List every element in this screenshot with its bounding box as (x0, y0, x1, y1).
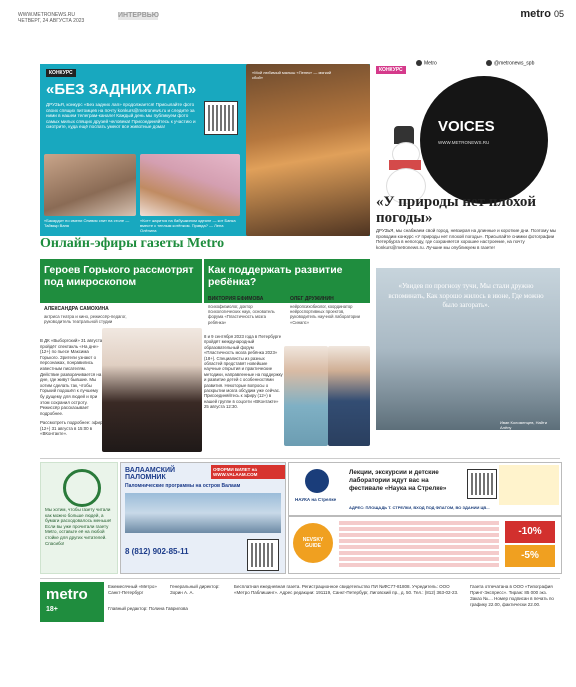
broadcast-left-heading: Героев Горького рассмотрят под микроскопом (44, 264, 194, 288)
voices-social-1[interactable] (416, 60, 437, 66)
broadcast-left-contact: Рассмотреть подробнее: эфир (12+) 31 августа в 15:00 в «ВКонтакте». (40, 420, 103, 437)
valaam-qr-code[interactable] (247, 539, 279, 571)
voices-block (376, 56, 560, 216)
valaam-phone: 8 (812) 902-85-11 (125, 547, 189, 556)
section-logo: ИНТЕРВЬЮ (118, 12, 160, 19)
discount-badge-2: -5% (505, 545, 555, 567)
guide-list (339, 521, 499, 569)
voices-social-2[interactable] (486, 60, 534, 66)
broadcast-right-name-2: ОЛЕГ ДРУЖИНИН (290, 296, 334, 302)
footer-brand-box (40, 582, 104, 622)
voices-photo-credit: Иван Коломенцев, Найти Алёну (500, 420, 547, 430)
telegram-icon (486, 60, 492, 66)
broadcast-left-name: АЛЕКСАНДРА САМОХИНА (44, 306, 109, 312)
nauka-address: АДРЕС: ПЛОЩАДЬ Т. СТРЕЛКИ, ВХОД ПОД ФЛАГОМ, ВО ЗДАНИИ ЦВ... (349, 505, 490, 510)
nauka-emblem-icon (305, 469, 329, 493)
footer-col-1: Ежемесячный «Метро» Санкт-Петербург (108, 584, 157, 595)
contest-badge: КОНКУРС (46, 69, 76, 77)
voices-url: WWW.METRONEWS.RU (438, 140, 490, 145)
section-divider (40, 458, 560, 459)
contest-photo-caption-2: «Кот» жарится на бабушкином одеяле — кот Банка вместе с теплым котёнком. Правда? — Лена Олёнина (140, 218, 236, 233)
footer-right-info: Газета отпечатана в ООО «Типография Принт-Экспресс». Тираж: 85 000 экз. Заказ №.... Номер подписан в печать по графику 22.00, фактически 22.00. (470, 584, 554, 607)
contest-photo-caption-3: «Мой любимый малыш «Пенек» — мягкий сбой» (252, 70, 332, 80)
nauka-title: Лекции, экскурсии и детские лаборатории ждут вас на фестивале «Наука на Стрелке» (349, 469, 447, 492)
broadcast-left-photo (102, 328, 202, 452)
contest-photo-cat-1 (44, 154, 136, 216)
nauka-ad[interactable] (288, 462, 562, 516)
footer-brand: metro (46, 586, 88, 603)
broadcast-right-body: 8 и 9 сентября 2023 года в Петербурге пройдёт международный образовательный форум «Пластичность мозга ребёнка 2023» (18+). Специалисты из разных областей представят новейшие научные открытия и практические методики, направленные на поддержку и развитие детей с особенностями развития. Некоторые вопросы о раскрытии мозга обсудим уже сейчас. Присоединяйтесь к эфиру (12+) в нашей группе в соцсети «ВКонтакте» 25 августа 12:30. (204, 334, 283, 410)
footer-divider (40, 578, 560, 579)
valaam-photo (125, 493, 281, 533)
voices-body: ДРУЗЬЯ, мы снабжаем свой город, невзирая на длинные и короткие дни. Поэтому мы проводим конкурс «У природы нет плохой погоды». Присылайте снимки фотографии Петербурга в непогоду, где сохраняется хорошее настроение, на почту konkurs@metronews.ru. Лучшие мы опубликуем в газете! (376, 228, 557, 250)
valaam-ad[interactable] (120, 462, 286, 574)
voices-quote: «Увидев по прогнозу тучи, Мы стали дружно вспоминать, Как хорошо жилось в июне, Где можно было загорать». (388, 282, 544, 309)
valaam-title: ВАЛААМСКИЙ ПАЛОМНИК (125, 467, 176, 481)
page-number: 05 (553, 9, 564, 19)
eco-text: Мы хотим, чтобы газету читали как можно больше людей, а бумаги расходовалось меньше! Если вы уже прочитали газету Metro, оставьте её на любой стойке для других читателей. Спасибо! (45, 507, 112, 546)
broadcast-title: Онлайн-эфиры газеты Metro (40, 236, 225, 251)
age-rating: 18+ (46, 606, 58, 613)
voices-badge: КОНКУРС (376, 66, 406, 74)
recycle-icon (63, 469, 101, 507)
broadcast-left-role: актриса театра и кино, режиссёр-педагог, руководитель театральной студии (44, 314, 127, 325)
contest-qr-code[interactable] (204, 101, 238, 135)
guide-ad[interactable] (288, 516, 562, 574)
valaam-sub: Паломнические программы на остров Валаам (125, 483, 241, 489)
valaam-ticket: ОФОРМИ БИЛЕТ на WWW.VALAAM.COM (211, 465, 285, 479)
discount-badge-1: -10% (505, 521, 555, 543)
contest-photo-cat-3 (246, 64, 370, 236)
voices-social-1-label: Metro (424, 60, 437, 67)
nauka-side-ad (499, 465, 559, 505)
broadcast-right-photo-man (328, 346, 370, 446)
voices-headline: «У природы нет плохой погоды» (376, 194, 537, 226)
broadcast-right-name-1: ВИКТОРИЯ ЕФИМОВА (208, 296, 264, 302)
snowman-illustration (384, 126, 426, 204)
footer-col-2: Генеральный директор: Зорин А. А. (170, 584, 220, 595)
contest-block (40, 64, 370, 236)
contest-photo-cat-2 (140, 154, 240, 216)
issue-date: ЧЕТВЕРГ, 24 АВГУСТА 2023 (18, 18, 85, 24)
vk-icon (416, 60, 422, 66)
nauka-brand: НАУКА на Стрелке (295, 497, 337, 502)
contest-title: «БЕЗ ЗАДНИХ ЛАП» (46, 81, 197, 98)
footer-col-3: Главный редактор: Полина Гаврилова (108, 606, 188, 611)
broadcast-right-role-1: психофизиолог, доктор психологических наук, основатель форума «Пластичность мозга ребёнка» (208, 304, 275, 325)
site-url: WWW.METRONEWS.RU (18, 12, 75, 18)
broadcast-left-body: В ДК «Выборгский» 31 августа пройдёт спектакль «На дне» (12+) по пьесе Максима Горького. Зрители узнают о персонажах, понравились известным писателям. Действие разворачивается на дне, где живут бывшие. Мы хотим сделать так, чтобы Горький подошёл к лучшему бу дущему для людей и при этом сохранил остроту. Режиссёр рассказывает подробнее. (40, 338, 103, 416)
contest-body: ДРУЗЬЯ, конкурс «Без задних лап» продолжается! Присылайте фото своих спящих питомцев на почту konkurs@metronews.ru и следите за ними в нашем телеграм-канале! Каждый день мы публикуем фото самых милых спящих друзей человека! Присоединяйтесь к участию и смотрите, куда ещё поспать умеют все животные дома! (46, 102, 196, 130)
header-brand (520, 8, 564, 20)
contest-photo-caption-1: «Бакарди» по имени Оливия спит на столе — Таймыр Ваня (44, 218, 130, 228)
nauka-qr-code[interactable] (467, 469, 497, 499)
voices-social-2-label: @metronews_spb (494, 60, 535, 67)
eco-ad (40, 462, 118, 574)
broadcast-right-photo-woman (284, 346, 328, 446)
brand-logo: metro (520, 8, 551, 20)
footer-publisher-info: Бесплатная ежедневная газета. Регистрационное свидетельство ПИ №ФС77-81808. Учредитель: ООО «Метро Паблишинг». Адрес редакции: 191119, Санкт-Петербург, Лиговский пр., д. 50. Тел.: (812) 363-02-23. (234, 584, 459, 595)
broadcast-right-role-2: нейропсихобиолог, координатор нейроспортивных проектов, руководитель научной лаборатории «Синапс» (290, 304, 360, 325)
guide-label: NEVSKY GUIDE (302, 537, 324, 549)
voices-title: VOICES (438, 118, 495, 135)
broadcast-right-heading: Как поддержать развитие ребёнка? (208, 264, 343, 288)
site-line (18, 12, 84, 24)
